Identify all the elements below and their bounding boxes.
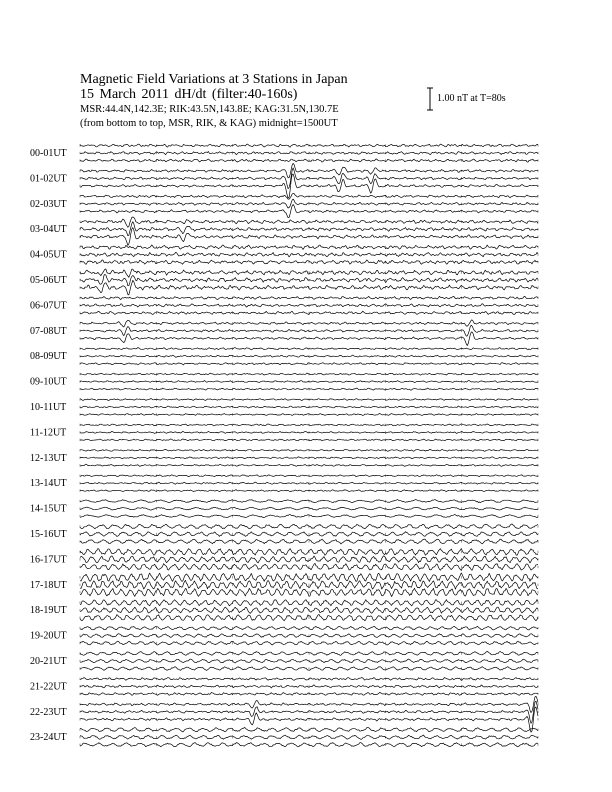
hour-label-13-14UT: 13-14UT xyxy=(30,478,67,490)
hour-label-17-18UT: 17-18UT xyxy=(30,579,67,591)
hour-label-12-13UT: 12-13UT xyxy=(30,452,67,464)
hour-label-04-05UT: 04-05UT xyxy=(30,249,67,261)
station-coordinates: MSR:44.4N,142.3E; RIK:43.5N,143.8E; KAG:31.5N,130.7E xyxy=(80,104,339,115)
trace-kag-01-02UT xyxy=(80,163,538,177)
hour-label-23-24UT: 23-24UT xyxy=(30,732,67,744)
hour-label-03-04UT: 03-04UT xyxy=(30,224,67,236)
hour-label-08-09UT: 08-09UT xyxy=(30,351,67,363)
chart-title: Magnetic Field Variations at 3 Stations in Japan xyxy=(80,72,348,87)
hour-label-11-12UT: 11-12UT xyxy=(30,427,67,439)
hour-label-06-07UT: 06-07UT xyxy=(30,300,67,312)
hour-label-10-11UT: 10-11UT xyxy=(30,402,67,413)
trace-rik-18-19UT xyxy=(80,607,538,613)
trace-rik-05-06UT xyxy=(80,274,538,285)
tick-marks xyxy=(80,144,538,746)
trace-group xyxy=(80,144,538,747)
scale-bar xyxy=(427,88,433,110)
trace-kag-15-16UT xyxy=(80,524,538,529)
date-filter-line: 15 March 2011 dH/dt (filter:40-160s) xyxy=(80,87,298,102)
hour-label-20-21UT: 20-21UT xyxy=(30,656,67,667)
hour-label-09-10UT: 09-10UT xyxy=(30,376,67,388)
trace-kag-23-24UT xyxy=(80,728,538,732)
hour-label-19-20UT: 19-20UT xyxy=(30,630,67,642)
trace-kag-04-05UT xyxy=(80,245,538,250)
hour-label-01-02UT: 01-02UT xyxy=(30,173,67,185)
hour-label-00-01UT: 00-01UT xyxy=(30,148,67,159)
trace-msr-19-20UT xyxy=(80,641,538,645)
trace-kag-07-08UT xyxy=(80,320,538,327)
trace-rik-04-05UT xyxy=(80,252,538,257)
trace-kag-02-03UT xyxy=(80,194,538,200)
trace-msr-07-08UT xyxy=(80,332,538,346)
trace-kag-03-04UT xyxy=(80,217,538,227)
scale-label: 1.00 nT at T=80s xyxy=(437,93,506,104)
hour-label-16-17UT: 16-17UT xyxy=(30,554,67,566)
hour-label-15-16UT: 15-16UT xyxy=(30,529,67,540)
hour-label-22-23UT: 22-23UT xyxy=(30,706,67,718)
hour-label-05-06UT: 05-06UT xyxy=(30,275,67,286)
hour-label-18-19UT: 18-19UT xyxy=(30,605,67,617)
trace-order-note: (from bottom to top, MSR, RIK, & KAG) midnight=1500UT xyxy=(80,118,338,129)
hour-label-07-08UT: 07-08UT xyxy=(30,325,67,337)
hour-label-21-22UT: 21-22UT xyxy=(30,681,67,693)
hour-labels xyxy=(30,148,67,743)
hour-label-14-15UT: 14-15UT xyxy=(30,503,67,515)
hour-label-02-03UT: 02-03UT xyxy=(30,198,67,210)
trace-rik-20-21UT xyxy=(80,659,538,663)
trace-msr-23-24UT xyxy=(80,743,538,747)
